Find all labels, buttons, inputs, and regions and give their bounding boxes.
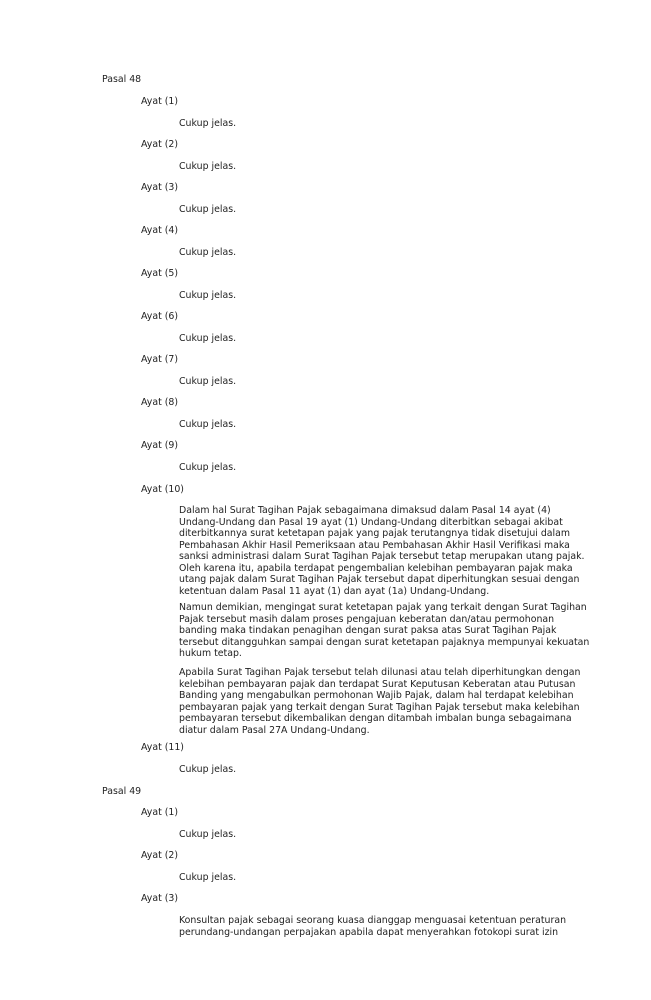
paragraph-line: Banding yang mengabulkan permohonan Wajib Pajak, dalam hal terdapat kelebihan: [179, 690, 574, 701]
pasal-49-heading: Pasal 49: [102, 786, 142, 797]
paragraph-line: banding maka tindakan penagihan dengan surat paksa atas Surat Tagihan Pajak: [179, 625, 557, 636]
pasal-48-ayat-5-text: Cukup jelas.: [179, 290, 237, 301]
pasal-48-ayat-1-label: Ayat (1): [141, 96, 179, 107]
pasal-48-ayat-11-label: Ayat (11): [141, 742, 184, 753]
pasal-48-ayat-6-text: Cukup jelas.: [179, 333, 237, 344]
pasal-48-ayat-2-label: Ayat (2): [141, 139, 179, 150]
pasal-49-ayat-1-text: Cukup jelas.: [179, 829, 237, 840]
paragraph-line: Undang-Undang dan Pasal 19 ayat (1) Undang-Undang diterbitkan sebagai akibat: [179, 516, 563, 528]
pasal-48-heading: Pasal 48: [102, 74, 142, 85]
ayat-10-paragraph-1: [179, 505, 585, 597]
paragraph-line: Konsultan pajak sebagai seorang kuasa dianggap menguasai ketentuan peraturan: [179, 915, 567, 926]
paragraph-line: tersebut ditangguhkan sampai dengan surat ketetapan pajaknya mempunyai kekuatan: [179, 636, 590, 648]
paragraph-line: pembayaran tersebut dikembalikan dengan ditambah imbalan bunga sebagaimana: [179, 713, 572, 724]
pasal-48-ayat-1-text: Cukup jelas.: [179, 118, 237, 129]
paragraph-line: utang pajak dalam Surat Tagihan Pajak tersebut dapat diperhitungkan sesuai dengan: [179, 574, 580, 585]
paragraph-line: Apabila Surat Tagihan Pajak tersebut telah dilunasi atau telah diperhitungkan dengan: [179, 667, 581, 678]
paragraph-line: hukum tetap.: [179, 648, 242, 659]
pasal-48-ayat-8-label: Ayat (8): [141, 397, 179, 408]
pasal-48-ayat-3-label: Ayat (3): [141, 182, 179, 193]
pasal-48-ayat-8-text: Cukup jelas.: [179, 419, 237, 430]
paragraph-line: diterbitkannya surat ketetapan pajak yang pajak terutangnya tidak disetujui dalam: [179, 528, 571, 539]
paragraph-line: ketentuan dalam Pasal 11 ayat (1) dan ayat (1a) Undang-Undang.: [179, 585, 490, 597]
pasal-48-ayat-7-label: Ayat (7): [141, 354, 179, 365]
paragraph-line: Oleh karena itu, apabila terdapat pengembalian kelebihan pembayaran pajak maka: [179, 562, 573, 574]
pasal-49-ayat-1-label: Ayat (1): [141, 807, 179, 818]
pasal-48-ayat-4-label: Ayat (4): [141, 225, 179, 236]
pasal-48-ayat-5-label: Ayat (5): [141, 268, 179, 279]
paragraph-line: kelebihan pembayaran pajak dan terdapat Surat Keputusan Keberatan atau Putusan: [179, 678, 576, 690]
pasal-48-ayat-3-text: Cukup jelas.: [179, 204, 237, 215]
pasal-48-ayat-9-label: Ayat (9): [141, 440, 179, 451]
paragraph-line: Pembahasan Akhir Hasil Pemeriksaan atau Pembahasan Akhir Hasil Verifikasi maka: [179, 539, 570, 551]
ayat-10-paragraph-2: [179, 602, 590, 660]
paragraph-line: Pajak tersebut masih dalam proses pengajuan keberatan dan/atau permohonan: [179, 613, 555, 625]
pasal-48-ayat-7-text: Cukup jelas.: [179, 376, 237, 387]
paragraph-line: diatur dalam Pasal 27A Undang-Undang.: [179, 724, 370, 736]
pasal-48-ayat-10-label: Ayat (10): [141, 484, 184, 495]
pasal-48-ayat-4-text: Cukup jelas.: [179, 247, 237, 258]
paragraph-line: pembayaran pajak yang terkait dengan Surat Tagihan Pajak tersebut maka kelebihan: [179, 701, 580, 713]
pasal-49-ayat-2-text: Cukup jelas.: [179, 872, 237, 883]
pasal-49-ayat-3-paragraph: [179, 915, 579, 938]
ayat-10-paragraph-3: [179, 667, 579, 736]
pasal-49-ayat-3-label: Ayat (3): [141, 893, 179, 904]
pasal-48-ayat-11-text: Cukup jelas.: [179, 764, 237, 775]
paragraph-line: perundang-undangan perpajakan apabila dapat menyerahkan fotokopi surat izin: [179, 926, 559, 938]
paragraph-line: Namun demikian, mengingat surat ketetapan pajak yang terkait dengan Surat Tagihan: [179, 602, 587, 613]
paragraph-line: sanksi administrasi dalam Surat Tagihan Pajak tersebut tetap merupakan utang pajak.: [179, 551, 585, 562]
pasal-49-ayat-2-label: Ayat (2): [141, 850, 179, 861]
paragraph-line: Dalam hal Surat Tagihan Pajak sebagaimana dimaksud dalam Pasal 14 ayat (4): [179, 505, 551, 516]
pasal-48-ayat-6-label: Ayat (6): [141, 311, 179, 322]
pasal-48-ayat-2-text: Cukup jelas.: [179, 161, 237, 172]
pasal-48-ayat-9-text: Cukup jelas.: [179, 462, 237, 473]
